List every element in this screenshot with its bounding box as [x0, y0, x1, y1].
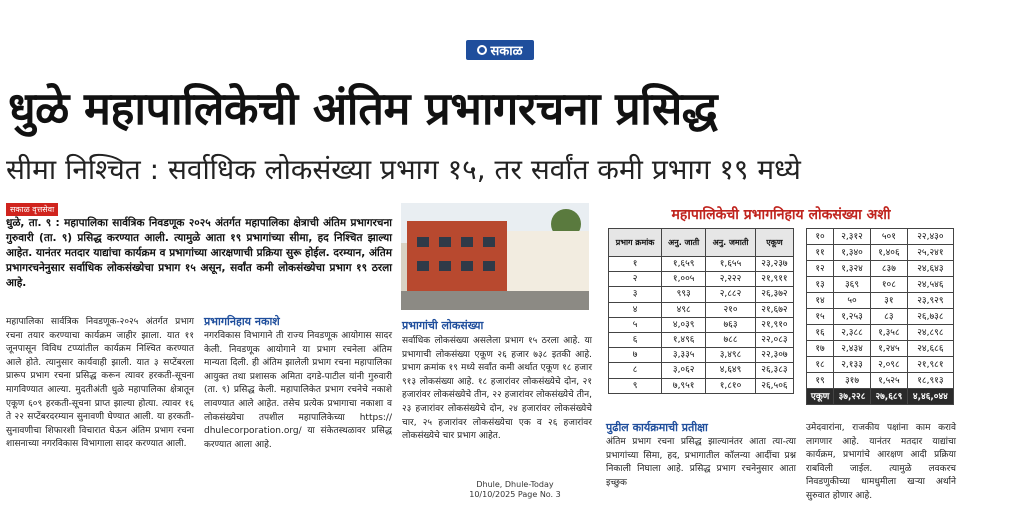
footer-dateline: 10/10/2025 Page No. 3: [469, 490, 561, 499]
table-cell: १३: [807, 277, 834, 293]
table-row: [609, 317, 794, 332]
table-cell: २२,४३०: [907, 229, 953, 245]
table-cell: ३१: [870, 293, 907, 309]
table-cell: १९: [807, 373, 834, 389]
table-cell: ५०१: [870, 229, 907, 245]
table-row: [609, 363, 794, 378]
headline: धुळे महापालिकेची अंतिम प्रभागरचना प्रसिद्ध: [8, 82, 718, 135]
header-sc: अनु. जाती: [662, 229, 706, 257]
table-cell: ५०: [834, 293, 871, 309]
table-cell: २,१३३: [834, 357, 871, 373]
table-cell: २४,५४६: [907, 277, 953, 293]
table-cell: २,८८२: [706, 287, 756, 302]
table-cell: ४९८: [662, 302, 706, 317]
table-row: [807, 357, 954, 373]
column-4-text: अंतिम प्रभाग रचना प्रसिद्ध झाल्यानंतर आता त्या-त्या प्रभागांच्या सिमा, हद, प्रभागातील कॉलन्या आदींचा प्रश्न निकाली निघाला आहे. प्रसिद्ध प्रभाग रचनेनुसार आता इच्छुक: [606, 437, 796, 488]
table-cell: २: [609, 272, 662, 287]
table-cell: १,००५: [662, 272, 706, 287]
column-2-text: नगरविकास विभागाने ती राज्य निवडणूक आयोगास सादर केली. निवडणूक आयोगाने या प्रभाग रचनेला अंतिम मान्यता दिली. ही अंतिम झालेली प्रभाग रचना महापालिका आयुक्त तथा प्रशासक अमिता दगडे-पाटील यांनी गुरुवारी (ता. ९) प्रसिद्ध केली. महापालिकेत प्रभाग रचनेचे नकाशे लावण्यात आले आहेत. तसेच प्रत्येक प्रभागाचा नकाशा व लोकसंख्येचा तपशील महापालिकेच्या https:// dhulecorporation.org/ या संकेतस्थळावर प्रसिद्ध करण्यात आला आहे.: [204, 331, 392, 450]
logo-text: सकाळ: [490, 44, 523, 59]
table-cell: २१,९८१: [907, 357, 953, 373]
table-cell: ८३: [870, 309, 907, 325]
table-row: [609, 302, 794, 317]
table-cell: २६,३८३: [755, 363, 793, 378]
table-cell: १२: [807, 261, 834, 277]
logo-icon: [477, 45, 487, 55]
table-cell: १,८१०: [706, 378, 756, 393]
table-row: [609, 257, 794, 272]
table-cell: १,३५८: [870, 325, 907, 341]
table-total-cell: ४,४६,०४४: [907, 389, 953, 405]
table-cell: ५: [609, 317, 662, 332]
byline: सकाळ वृत्तसेवा: [6, 203, 58, 216]
header-st: अनु. जमाती: [706, 229, 756, 257]
table-cell: २६,७३८: [907, 309, 953, 325]
table-row: [807, 325, 954, 341]
table-cell: १४: [807, 293, 834, 309]
table-cell: ४,६४९: [706, 363, 756, 378]
table-cell: ३,०६२: [662, 363, 706, 378]
table-cell: २१,९११: [755, 272, 793, 287]
table-cell: १,३२४: [834, 261, 871, 277]
table-cell: २१,६७२: [755, 302, 793, 317]
column-5-text: उमेदवारांना, राजकीय पक्षांना काम करावे लागणार आहे. यानंतर मतदार याद्यांचा कार्यक्रम, प्रभागांचे आरक्षण आदी प्रक्रिया राबविली जाईल. त्यामुळे लवकरच निवडणुकीच्या धामधुमीला खऱ्या अर्थाने सुरुवात होणार आहे.: [806, 423, 956, 501]
table-cell: १०८: [870, 277, 907, 293]
section-population-heading: प्रभागांची लोकसंख्या: [402, 319, 484, 332]
page-footer: [460, 480, 570, 500]
table-cell: १,६५५: [706, 257, 756, 272]
table-cell: १८,९१३: [907, 373, 953, 389]
table-cell: २,४३४: [834, 341, 871, 357]
table-row: [807, 373, 954, 389]
building-photo: [401, 203, 589, 310]
table-cell: २३,२३७: [755, 257, 793, 272]
table-cell: ३६९: [834, 277, 871, 293]
table-row: [609, 378, 794, 393]
table-total-cell: ३७,२२८: [834, 389, 871, 405]
column-3-text: सर्वाधिक लोकसंख्या असलेला प्रभाग १५ ठरला आहे. या प्रभागाची लोकसंख्या एकूण २६ हजार ७३८ इतकी आहे. प्रभाग क्रमांक १९ मध्ये सर्वांत कमी अर्थात एकूण १८ हजार ९१३ लोकसंख्या आहे. १८ हजारांवर लोकसंख्येचे दोन, २१ हजारांवर लोकसंख्येचे तीन, २२ हजारांवर लोकसंख्येचे तीन, २३ हजारांवर लोकसंख्येचे दोन, २४ हजारांवर लोकसंख्येचे चार, २५ हजारांवर लोकसंख्येचा एक व २६ हजारांवर लोकसंख्येचे चार प्रभाग आहेत.: [402, 336, 592, 442]
table-cell: १८: [807, 357, 834, 373]
table-cell: १,३४०: [834, 245, 871, 261]
table-cell: ७,९५१: [662, 378, 706, 393]
table-row: [807, 293, 954, 309]
table-cell: ३: [609, 287, 662, 302]
table-cell: २२,०८३: [755, 332, 793, 347]
masthead-logo: [466, 40, 534, 60]
table-row: [807, 277, 954, 293]
table-total-cell: २७,६८९: [870, 389, 907, 405]
table-cell: ४,०३९: [662, 317, 706, 332]
table-cell: २,२२२: [706, 272, 756, 287]
table-cell: ७: [609, 348, 662, 363]
population-table-right: [806, 228, 954, 405]
table-cell: १,४०६: [870, 245, 907, 261]
table-title: महापालिकेची प्रभागनिहाय लोकसंख्या अशी: [671, 207, 891, 223]
table-cell: २४,८९८: [907, 325, 953, 341]
table-cell: १५: [807, 309, 834, 325]
table-cell: ३,३३५: [662, 348, 706, 363]
table-cell: २६,५०६: [755, 378, 793, 393]
table-row: [609, 272, 794, 287]
table-cell: २,३१२: [834, 229, 871, 245]
table-row: [807, 341, 954, 357]
table-cell: २६,३७२: [755, 287, 793, 302]
table-cell: १७: [807, 341, 834, 357]
table-cell: ६: [609, 332, 662, 347]
table-row: [807, 309, 954, 325]
table-cell: ४: [609, 302, 662, 317]
table-cell: २४,६४३: [907, 261, 953, 277]
section-next-steps-heading: पुढील कार्यक्रमाची प्रतीक्षा: [606, 421, 708, 434]
header-ward: प्रभाग क्रमांक: [609, 229, 662, 257]
table-row: [807, 229, 954, 245]
table-cell: १६: [807, 325, 834, 341]
table-cell: ३१७: [834, 373, 871, 389]
table-cell: २१०: [706, 302, 756, 317]
table-total-row: [807, 389, 954, 405]
table-cell: २,०९८: [870, 357, 907, 373]
population-table-left: [608, 228, 794, 394]
footer-edition: Dhule, Dhule-Today: [476, 480, 554, 489]
table-cell: १०: [807, 229, 834, 245]
header-total: एकूण: [755, 229, 793, 257]
table-row: [609, 348, 794, 363]
subheadline: सीमा निश्चित : सर्वाधिक लोकसंख्या प्रभाग १५, तर सर्वांत कमी प्रभाग १९ मध्ये: [6, 153, 801, 186]
table-total-cell: एकूण: [807, 389, 834, 405]
table-row: [807, 261, 954, 277]
table-cell: २३,९२९: [907, 293, 953, 309]
table-cell: १,२५३: [834, 309, 871, 325]
table-cell: २४,६८६: [907, 341, 953, 357]
table-cell: २,३८८: [834, 325, 871, 341]
table-cell: २२,३०७: [755, 348, 793, 363]
table-row: [609, 287, 794, 302]
table-cell: ८: [609, 363, 662, 378]
table-cell: ९९३: [662, 287, 706, 302]
table-row: [807, 245, 954, 261]
intro-paragraph: धुळे, ता. ९ : महापालिका सार्वत्रिक निवडणूक २०२५ अंतर्गत महापालिका क्षेत्राची अंतिम प्रभागरचना गुरुवारी (ता. ९) प्रसिद्ध करण्यात आली. त्यामुळे आता १९ प्रभागांच्या सीमा, हद निश्चित झाल्या आहेत. यानंतर मतदार याद्यांचा कार्यक्रम व प्रभागांच्या आरक्षणाची प्रक्रिया सुरू होईल. दरम्यान, अंतिम प्रभागरचनेनुसार सर्वाधिक लोकसंख्येचा प्रभाग १५ असून, सर्वांत कमी लोकसंख्येचा प्रभाग १९ ठरला आहे.: [6, 217, 392, 289]
table-cell: ९: [609, 378, 662, 393]
table-cell: २१,९१०: [755, 317, 793, 332]
table-cell: १,२४५: [870, 341, 907, 357]
table-cell: १,६५९: [662, 257, 706, 272]
table-cell: ७६३: [706, 317, 756, 332]
table-cell: १: [609, 257, 662, 272]
table-cell: २५,२४१: [907, 245, 953, 261]
table-cell: १,४९६: [662, 332, 706, 347]
table-cell: ३,४९८: [706, 348, 756, 363]
column-1-text: महापालिका सार्वत्रिक निवडणूक-२०२५ अंतर्गत प्रभाग रचना तयार करण्याचा कार्यक्रम जाहीर झाला. यात ११ जूनपासून विविध टप्प्यांतील कार्यक्रम निश्चित करण्यात आले होते. त्यानुसार कार्यवाही झाली. यात ३ सप्टेंबरला प्रारूप प्रभाग रचना प्रसिद्ध करून त्यावर हरकती-सूचना मागविण्यात आल्या. मुदतीअंती धुळे महापालिका क्षेत्रातून एकूण ६०९ हरकती-सूचना प्राप्त झाल्या होत्या. त्यावर १६ ते २२ सप्टेंबरदरम्यान सुनावणी घेण्यात आली. या हरकती-सुनावणीचा शिफारशी विचारात घेऊन अंतिम प्रभाग रचना शासनाच्या नगरविकास विभागाला सादर करण्यात आली.: [6, 317, 194, 450]
table-cell: ८३७: [870, 261, 907, 277]
table-cell: ११: [807, 245, 834, 261]
section-maps-heading: प्रभागनिहाय नकाशे: [204, 315, 280, 328]
table-cell: ७८८: [706, 332, 756, 347]
table-row: [609, 332, 794, 347]
table-cell: १,५२५: [870, 373, 907, 389]
